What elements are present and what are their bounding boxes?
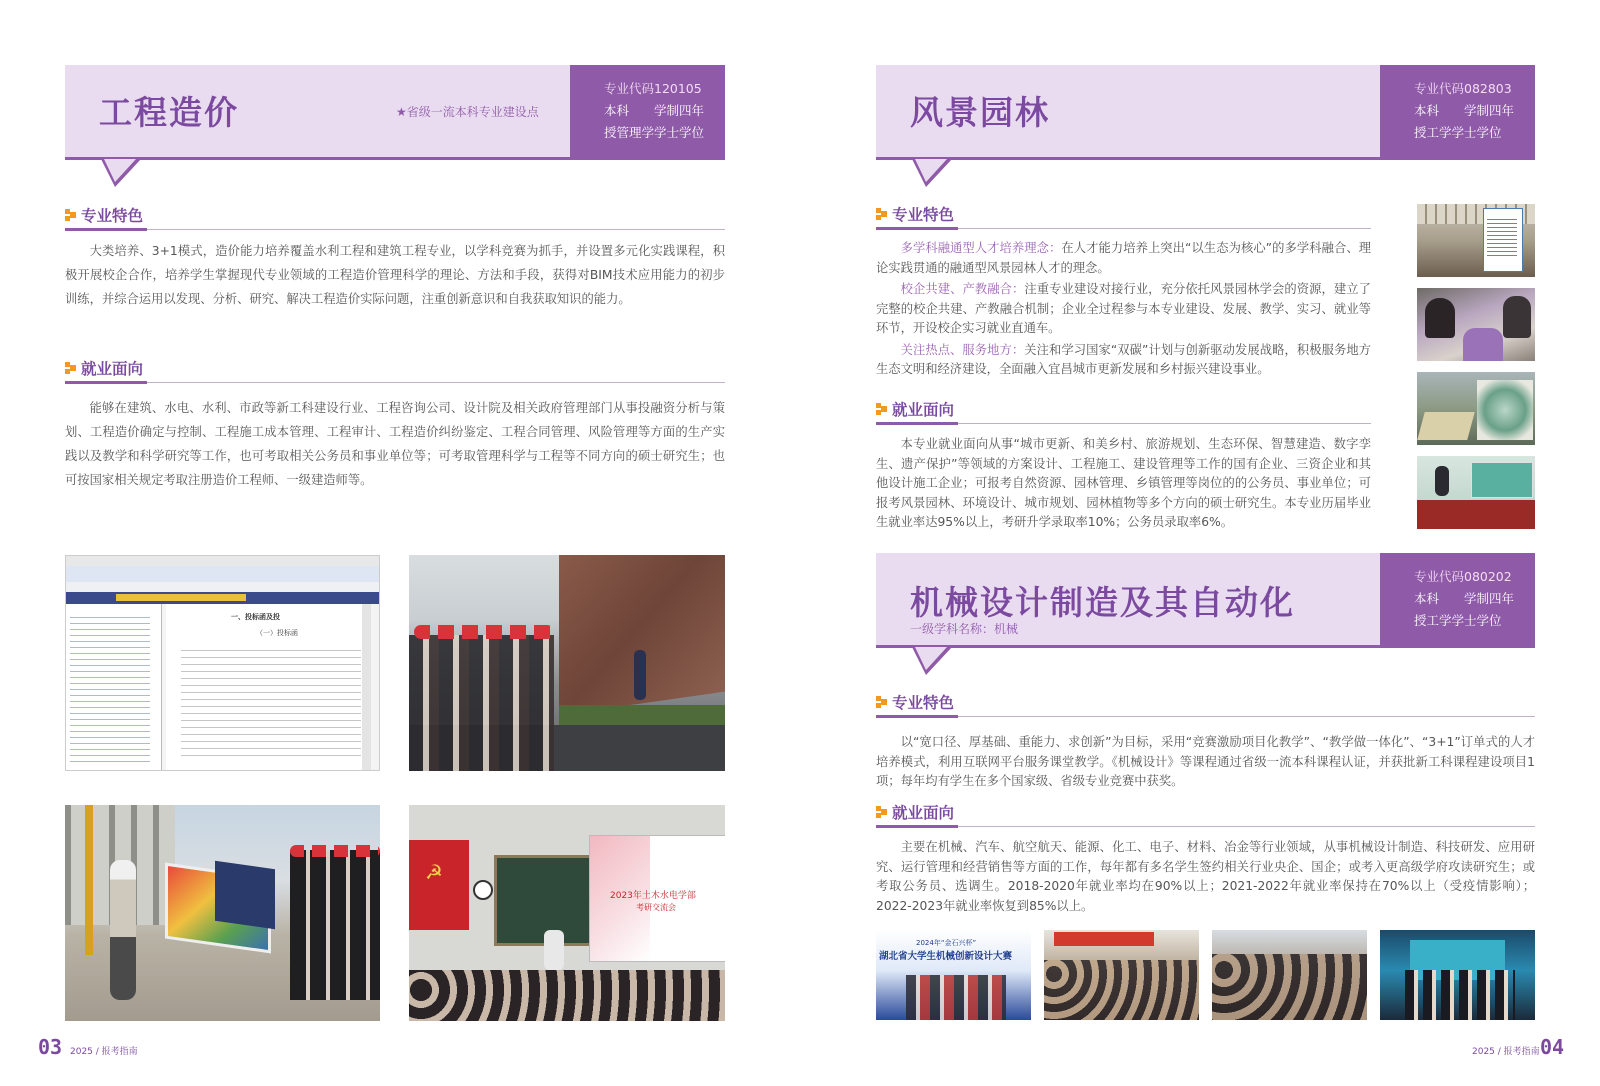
footer-right: 2025 / 报考指南 — [1472, 1047, 1540, 1057]
photo-graduate-exam-seminar — [409, 805, 725, 1021]
major-code-box — [570, 65, 725, 160]
section-title: 专业特色 — [892, 694, 955, 712]
section-header-employment — [876, 800, 1535, 827]
major-degree: 授工学学士学位 — [1414, 125, 1502, 140]
feature-label: 多学科融通型人才培养理念： — [900, 241, 1062, 255]
section-title: 就业面向 — [892, 401, 955, 419]
landscape-employment-text: 本专业就业面向从事“城市更新、和美乡村、旅游规划、生态环保、智慧建造、数字孪生、遗产保护”等领域的方案设计、工程施工、建设管理等工作的国有企业、三资企业和其他设计施工企业；可报考自然资源、园林管理、乡镇管理等岗位的的公务员、事业单位；可报考风景园林、环境设计、城市规划、园林植物等多个方向的硕士研究生。本专业历届毕业生就业率达95%以上，考研升学录取率10%；公务员录取率6%。 — [876, 437, 1371, 529]
photo-exhibition-hall — [1417, 204, 1535, 277]
employment-text: 能够在建筑、水电、水利、市政等新工科建设行业、工程咨询公司、设计院及相关政府管理部门从事投融资分析与策划、工程造价确定与控制、工程施工成本管理、工程审计、工程造价纠纷鉴定、工程合同管理、风险管理等方面的生产实践以及教学和科学研究等工作，也可考取相关公务员和事业单位等；可考取管理科学与工程等不同方向的硕士研究生；也可按国家相关规定考取注册造价工程师、一级建造师等。 — [65, 401, 725, 487]
section-header-features — [876, 690, 1535, 717]
emblem-icon: ☭ — [425, 860, 443, 884]
major-level: 本科 学制四年 — [1414, 103, 1515, 118]
photo-landscape-models — [1417, 372, 1535, 445]
photo-classroom-study-1 — [1044, 930, 1199, 1020]
landscape-features-list — [876, 239, 1371, 380]
section-title: 就业面向 — [81, 360, 144, 378]
section-header-employment — [65, 356, 725, 383]
features-text: 大类培养、3+1模式，造价能力培养覆盖水利工程和建筑工程专业，以学科竞赛为抓手，并设置多元化实践课程，积极开展校企合作，培养学生掌握现代专业领域的工程造价管理科学的理论、方法和手段，获得对BIM技术应用能力的初步训练，并综合运用以发现、分析、研究、解决工程造价实际问题，注重创新意识和自我获取知识的能力。 — [65, 244, 725, 306]
major-subtitle: 一级学科名称：机械 — [910, 622, 1019, 636]
mechanical-employment-text: 主要在机械、汽车、航空航天、能源、化工、电子、材料、冶金等行业领域，从事机械设计制造、科技研发、应用研究、运行管理和经营销售等方面的工作，每年都有多名学生签约相关行业央企、国企；或考入更高级学府攻读研究生；或考取公务员、选调生。2018-2020年就业率均在90%以上；2021-2022年就业率保持在70%以上（受疫情影响）；2022-2023年就业率恢复到85%以上。 — [876, 840, 1535, 913]
major-degree: 授管理学学士学位 — [604, 125, 705, 140]
section-title: 专业特色 — [81, 207, 144, 225]
major-subtitle: ★省级一流本科专业建设点 — [396, 105, 539, 119]
major-code: 专业代码080202 — [1414, 569, 1512, 584]
section-title: 就业面向 — [892, 804, 955, 822]
section-header-employment — [876, 397, 1371, 424]
feature-text: 注重专业建设对接行业，充分依托风景园林学会的资源，建立了完整的校企共建、产教融合机制；企业全过程参与本专业建设、发展、教学、实习、就业等环节，开设校企实习就业直通车。 — [876, 282, 1371, 335]
page-number-right: 04 — [1540, 1035, 1565, 1059]
screen-title: 2023年土木水电学部 — [610, 891, 696, 901]
major-banner-cost-engineering — [65, 65, 725, 160]
page-number-left: 03 — [38, 1035, 63, 1059]
section-header-features — [65, 203, 725, 230]
major-level: 本科 学制四年 — [1414, 591, 1515, 606]
feature-item — [876, 341, 1371, 380]
major-title: 机械设计制造及其自动化 — [910, 583, 1295, 622]
section-marker-icon — [876, 696, 887, 708]
major-code: 专业代码120105 — [604, 81, 702, 96]
feature-text: 在人才能力培养上突出“以生态为核心”的多学科融合、理论实践贯通的融通型风景园林人才的理念。 — [876, 241, 1371, 275]
major-level: 本科 学制四年 — [604, 103, 705, 118]
feature-label: 关注热点、服务地方： — [900, 342, 1025, 357]
section-marker-icon — [876, 806, 887, 818]
feature-text: 关注和学习国家“双碳”计划与创新驱动发展战略，积极服务地方生态文明和经济建设，全面融入宜昌城市更新发展和乡村振兴建设事业。 — [876, 342, 1371, 376]
screen-subtitle: 考研交流会 — [636, 903, 676, 912]
contest-year-line: 2024年“金石兴杯” — [916, 939, 977, 947]
section-marker-icon — [65, 209, 76, 221]
photo-innovation-contest — [876, 930, 1031, 1020]
section-marker-icon — [65, 362, 76, 374]
section-header-features — [876, 202, 1371, 229]
photo-lecture-podium — [1417, 456, 1535, 529]
major-code-box — [1380, 65, 1535, 160]
section-marker-icon — [876, 403, 887, 415]
contest-title: 湖北省大学生机械创新设计大赛 — [879, 951, 1013, 962]
major-code: 专业代码082803 — [1414, 81, 1512, 96]
photo-students-model-making — [1417, 288, 1535, 361]
photo-relief-wall-visit — [409, 555, 725, 771]
mechanical-features-text: 以“宽口径、厚基础、重能力、求创新”为目标，采用“竞赛激励项目化教学”、“教学做一体化”、“3+1”订单式的人才培养模式，利用互联网平台服务课堂教学。《机械设计》等课程通过省级一流本科课程认证，并获批新工科课程建设项目1项；每年均有学生在多个国家级、省级专业竞赛中获奖。 — [876, 735, 1535, 788]
photo-site-visit-board — [65, 805, 380, 1021]
photo-software-screenshot — [65, 555, 380, 771]
feature-label: 校企共建、产教融合： — [900, 282, 1025, 296]
major-code-box — [1380, 553, 1535, 648]
major-title: 工程造价 — [99, 93, 239, 132]
footer-left: 2025 / 报考指南 — [70, 1047, 138, 1057]
photo-classroom-study-2 — [1212, 930, 1367, 1020]
feature-item — [876, 239, 1371, 278]
major-title: 风景园林 — [910, 93, 1050, 132]
doc-section-title: 一、投标函及投 — [231, 613, 280, 621]
feature-item — [876, 280, 1371, 339]
clock-icon — [473, 880, 493, 900]
photo-award-ceremony — [1380, 930, 1535, 1020]
doc-sub-title: （一）投标函 — [256, 629, 298, 637]
major-banner-mechanical — [876, 553, 1535, 648]
section-title: 专业特色 — [892, 206, 955, 224]
section-marker-icon — [876, 208, 887, 220]
major-banner-landscape — [876, 65, 1535, 160]
major-degree: 授工学学士学位 — [1414, 613, 1502, 628]
